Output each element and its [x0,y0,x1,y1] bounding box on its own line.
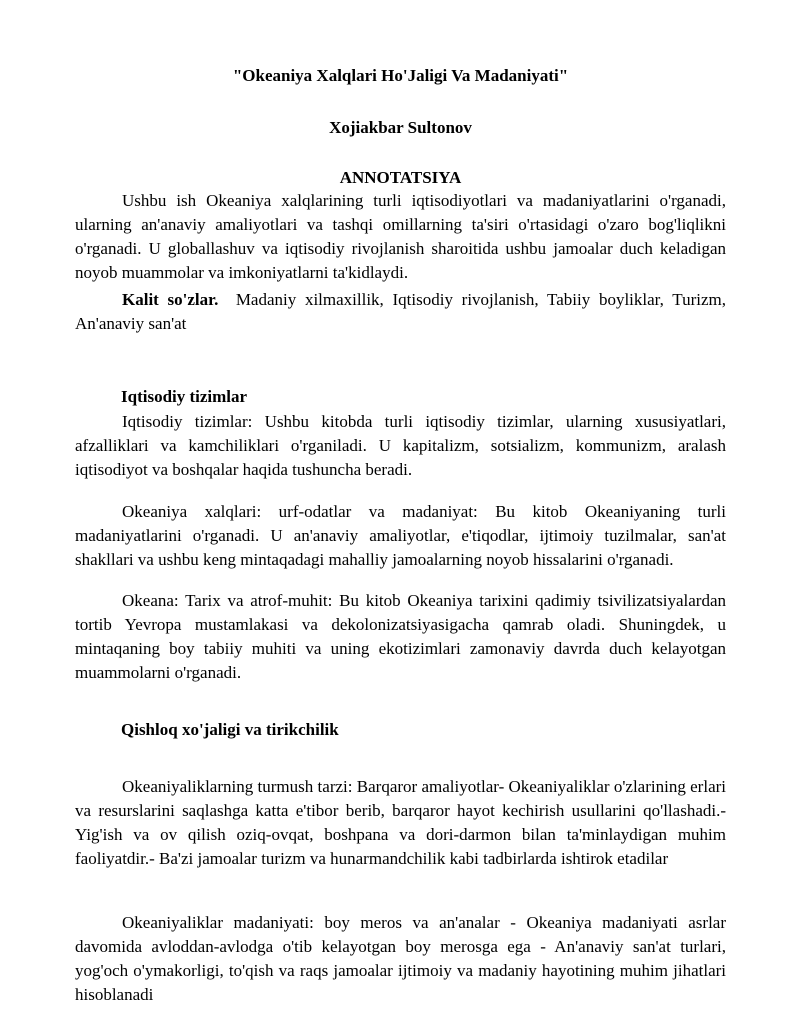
paragraph-oceania-peoples: Okeaniya xalqlari: urf-odatlar va madaniyat: Bu kitob Okeaniyaning turli madaniyatlarini o'rganadi. U an'anaviy amaliyotlar, e'tiqodlar, ijtimoiy tuzilmalar, san'at shakllari va ushbu keng mintaqadagi mahalliy jamoalarning noyob hissalarini o'rganadi. [75,502,726,569]
paragraph-economic-systems: Iqtisodiy tizimlar: Ushbu kitobda turli iqtisodiy tizimlar, ularning xususiyatlari, afzalliklari va kamchiliklari o'rganiladi. U kapitalizm, sotsializm, kommunizm, aralash iqtisodiyot va boshqalar haqida tushuncha beradi. [75,412,726,479]
section-heading-economic-systems: Iqtisodiy tizimlar [121,387,248,406]
keywords-label: Kalit so'zlar. [122,290,219,309]
keywords-text: Madaniy xilmaxillik, Iqtisodiy rivojlanish, Tabiiy boyliklar, Turizm, An'anaviy san'at [75,290,726,333]
keywords-paragraph [75,288,726,336]
document-title: "Okeaniya Xalqlari Ho'Jaligi Va Madaniyati" [232,66,569,85]
paragraph-oceanian-culture: Okeaniyaliklar madaniyati: boy meros va an'analar - Okeaniya madaniyati asrlar davomida avloddan-avlodga o'tib kelayotgan boy merosga ega - An'anaviy san'at turlari, yog'och o'ymakorligi, to'qish va raqs jamoalar ijtimoiy va madaniy hayotining muhim jihatlari hisoblanadi [75,913,726,1004]
annotation-heading: ANNOTATSIYA [339,168,462,187]
annotation-paragraph: Ushbu ish Okeaniya xalqlarining turli iqtisodiyotlari va madaniyatlarini o'rganadi, ularning an'anaviy amaliyotlari va tashqi omillarning ta'siri o'rtasidagi o'zaro bog'liqlikni o'rganadi. U globallashuv va iqtisodiy rivojlanish sharoitida ushbu jamoalar duch keladigan noyob muammolar va imkoniyatlarni ta'kidlaydi. [75,191,726,282]
author-name: Xojiakbar Sultonov [329,118,472,137]
paragraph-oceania-history: Okeana: Tarix va atrof-muhit: Bu kitob Okeaniya tarixini qadimiy tsivilizatsiyalardan tortib Yevropa mustamlakasi va dekolonizatsiyasigacha qamrab oladi. Shuningdek, u mintaqaning boy tabiiy muhiti va uning ekotizimlari zamonaviy davrda duch kelayotgan muammolarni o'rganadi. [75,591,726,682]
paragraph-oceanian-lifestyle: Okeaniyaliklarning turmush tarzi: Barqaror amaliyotlar- Okeaniyaliklar o'zlarining erlari va resurslarini saqlashga katta e'tibor berib, barqaror hayot kechirish usullarini qo'llashadi.- Yig'ish va ov qilish oziq-ovqat, boshpana va dori-darmon bilan ta'minlaydigan muhim faoliyatdir.- Ba'zi jamoalar turizm va hunarmandchilik kabi tadbirlarda ishtirok etadilar [75,777,726,868]
section-heading-agriculture: Qishloq xo'jaligi va tirikchilik [121,720,339,739]
